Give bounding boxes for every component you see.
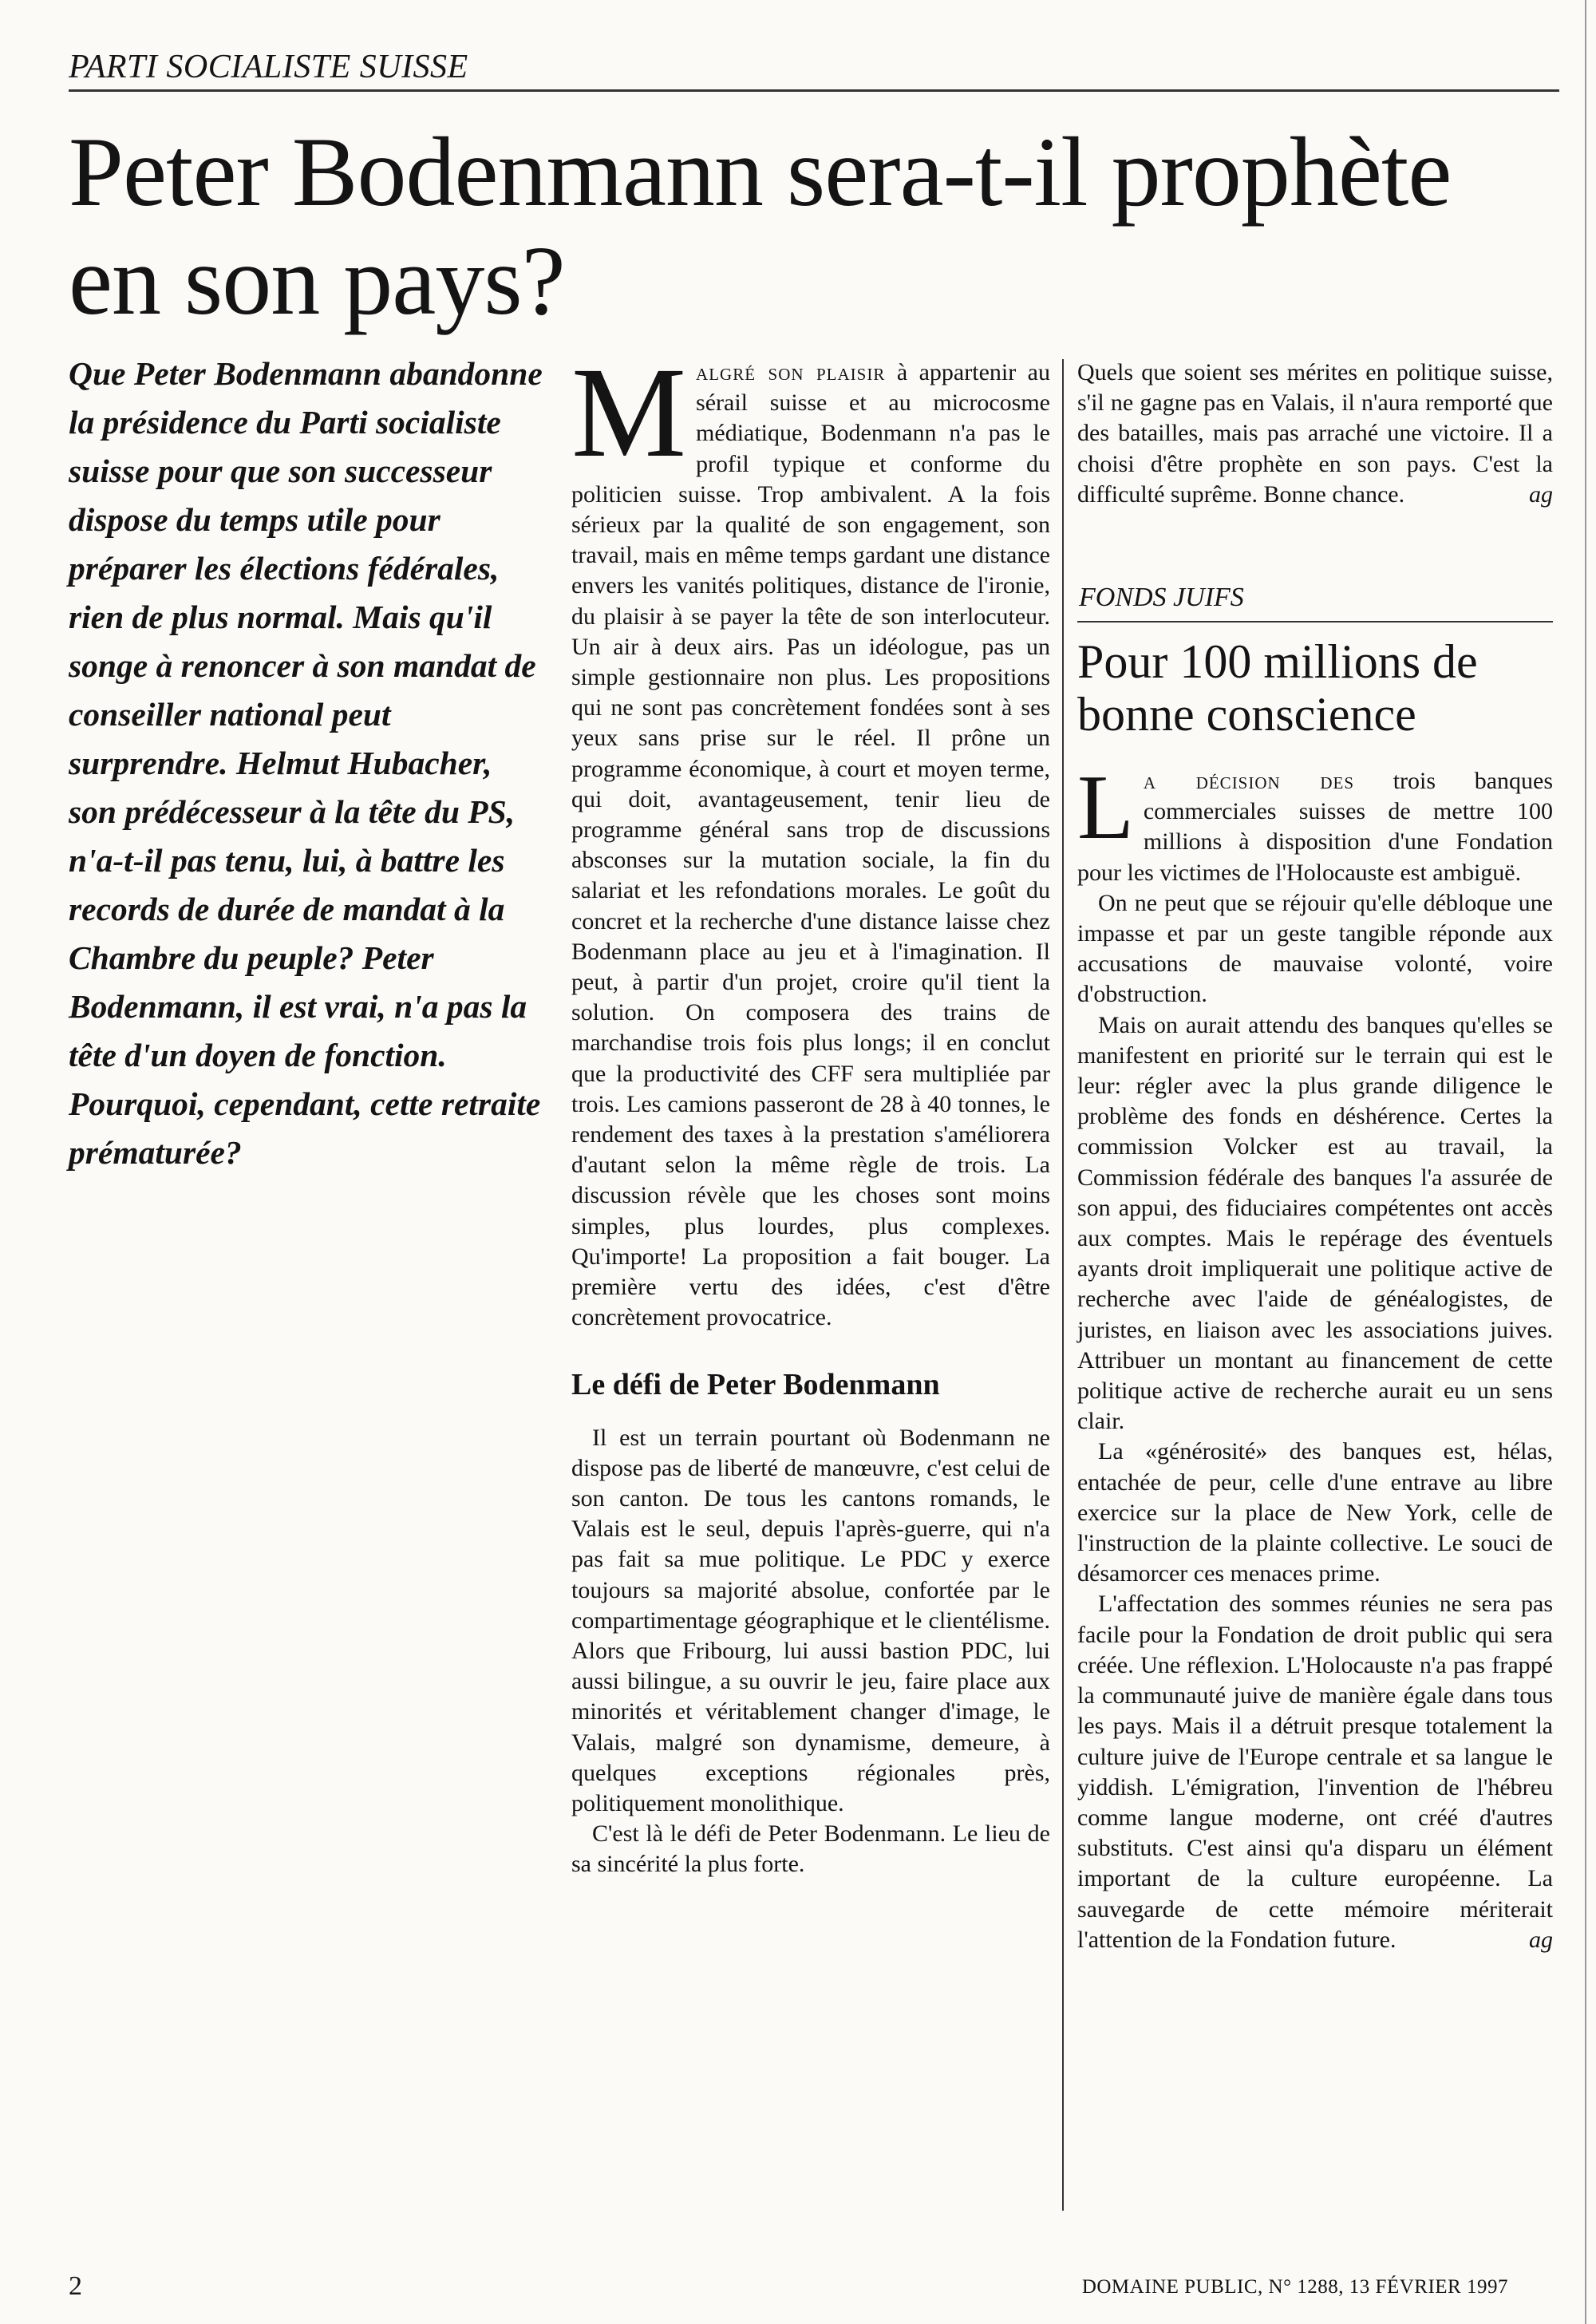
paragraph: La «générosité» des banques est, hélas, entachée de peur, celle d'une entrave au libre exercice sur la place de New York, celle de l'instruction de la plainte collective. Le souci de désamorcer ces menaces prime. <box>1077 1438 1553 1587</box>
page-edge-line <box>1585 0 1586 2324</box>
paragraph-text: à appartenir au sérail suisse et au microcosme médiatique, Bodenmann n'a pas le profil typique et conforme du politicien suisse. Trop ambivalent. A la fois sérieux par la qualité de son engagement, son travail, mais en même temps gardant une distance envers les vanités politiques, distance de l'ironie, du plaisir à se payer la tête de son interlocuteur. Un air à deux airs. Pas un idéologue, pas un simple gestionnaire non plus. Les propositions qui ne sont pas concrètement fondées sont à ses yeux sans prise sur le réel. Il prône un programme économique, à court et moyen terme, qui doit, avantageusement, tenir lieu de programme général sans trop de discussions absconses sur la mutation sociale, la fin du salariat et les refondations morales. Le goût du concret et la recherche d'une distance laisse chez Bodenmann place au jeu et à l'imagination. Il peut, à partir d'un projet, croire qu'il tient la solution. On composera des trains de marchandise trois fois plus longs; il en conclut que la productivité des CFF sera multipliée par trois. Les camions passeront de 28 à 40 tonnes, le rendement des taxes à la prestation s'améliorera d'autant selon la même règle de trois. La discussion révèle que les choses sont moins simples, plus lourdes, plus complexes. Qu'importe! La proposition a fait bouger. La première vertu des idées, c'est d'être concrètement provocatrice. <box>571 359 1050 1331</box>
article-2-body <box>1077 757 1554 1955</box>
section-kicker: PARTI SOCIALISTE SUISSE <box>69 49 468 85</box>
drop-cap: L <box>1077 757 1134 859</box>
top-rule <box>69 89 1559 92</box>
small-caps-lead: algré son plaisir <box>696 359 886 385</box>
small-caps-lead: a décision des <box>1143 768 1355 794</box>
author-signature: ag <box>1529 1926 1553 1953</box>
column-divider-1 <box>1062 359 1064 2211</box>
paragraph-text: trois banques commerciales suisses de mettre 100 millions à disposition d'une Fondation pour les victimes de l'Holocauste est ambiguë. <box>1077 768 1554 886</box>
section-rule-2 <box>1077 621 1553 622</box>
paragraph-text: L'affectation des sommes réunies ne sera pas facile pour la Fondation de droit public qui sera créée. Une réflexion. L'Holocauste n'a pas frappé la communauté juive de manière égale dans tous les pays. Mais il a détruit presque totalement la culture juive de l'Europe centrale et sa langue le yiddish. L'émigration, l'invention de l'hébreu comme langue moderne, ont créé d'autres substituts. C'est ainsi qu'a disparu un élément important de la culture européenne. La sauvegarde de cette mémoire mériterait l'attention de la Fondation future. <box>1077 1591 1553 1953</box>
paragraph: C'est là le défi de Peter Bodenmann. Le lieu de sa sincérité la plus forte. <box>571 1820 1050 1878</box>
drop-cap: M <box>571 342 687 484</box>
page-title: Peter Bodenmann sera-t-il prophète en son pays? <box>69 117 1452 335</box>
paragraph: Mais on aurait attendu des banques qu'elles se manifestent en priorité sur le terrain qui est le leur: régler avec la plus grande diligence le problème des fonds en déshérence. Certes la commission Volcker est au travail, la Commission fédérale des banques l'a assurée de son appui, des fiduciaires compétentes ont accès aux comptes. Mais le repérage des éventuels ayants droit impliquerait une politique active de recherche avec l'aide de généalogistes, de juristes, en liaison avec les associations juives. Attribuer un montant au financement de cette politique active de recherche aurait eu un sens clair. <box>1077 1011 1553 1435</box>
subheading: Le défi de Peter Bodenmann <box>571 1367 940 1401</box>
paragraph <box>1077 1589 1553 1954</box>
page-number: 2 <box>69 2271 82 2301</box>
lede-paragraph: Que Peter Bodenmann abandonne la présidence du Parti socialiste suisse pour que son successeur dispose du temps utile pour préparer les élections fédérales, rien de plus normal. Mais qu'il songe à renoncer à son mandat de conseiller national peut surprendre. Helmut Hubacher, son prédécesseur à la tête du PS, n'a-t-il pas tenu, lui, à battre les records de durée de mandat à la Chambre du peuple? Peter Bodenmann, il est vrai, n'a pas la tête d'un doyen de fonction. Pourquoi, cependant, cette retraite prématurée? <box>69 355 543 1171</box>
opening-paragraph <box>1077 757 1554 888</box>
opening-paragraph <box>571 342 1050 1334</box>
paragraph: On ne peut que se réjouir qu'elle débloque une impasse et par un geste tangible réponde aux accusations de mauvaise volonté, voire d'obstruction. <box>1077 889 1553 1008</box>
paragraph-text: Quels que soient ses mérites en politique suisse, s'il ne gagne pas en Valais, il n'aura remporté que des batailles, mais pas arraché une victoire. Il a choisi d'être prophète en son pays. C'est la difficulté suprême. Bonne chance. <box>1077 359 1553 508</box>
paragraph: Il est un terrain pourtant où Bodenmann ne dispose pas de liberté de manœuvre, c'est celui de son canton. De tous les cantons romands, le Valais est le seul, depuis l'après-guerre, qui n'a pas fait sa mue politique. Le PDC y exerce toujours sa majorité absolue, confortée par le compartimentage géographique et le clientélisme. Alors que Fribourg, lui aussi bastion PDC, lui aussi bilingue, a su ouvrir le jeu, faire place aux minorités et véritablement changer d'image, le Valais, malgré son dynamisme, demeure, à quelques exceptions régionales près, politiquement monolithique. <box>571 1424 1050 1816</box>
article-2-title: Pour 100 millions de bonne conscience <box>1077 635 1478 741</box>
paragraph <box>1077 358 1553 510</box>
publication-footer: DOMAINE PUBLIC, N° 1288, 13 FÉVRIER 1997 <box>1081 2276 1508 2298</box>
article-column-1 <box>571 342 1050 1880</box>
section-kicker-2: FONDS JUIFS <box>1079 583 1244 612</box>
author-signature: ag <box>1529 480 1553 508</box>
article-column-2 <box>1077 358 1553 510</box>
